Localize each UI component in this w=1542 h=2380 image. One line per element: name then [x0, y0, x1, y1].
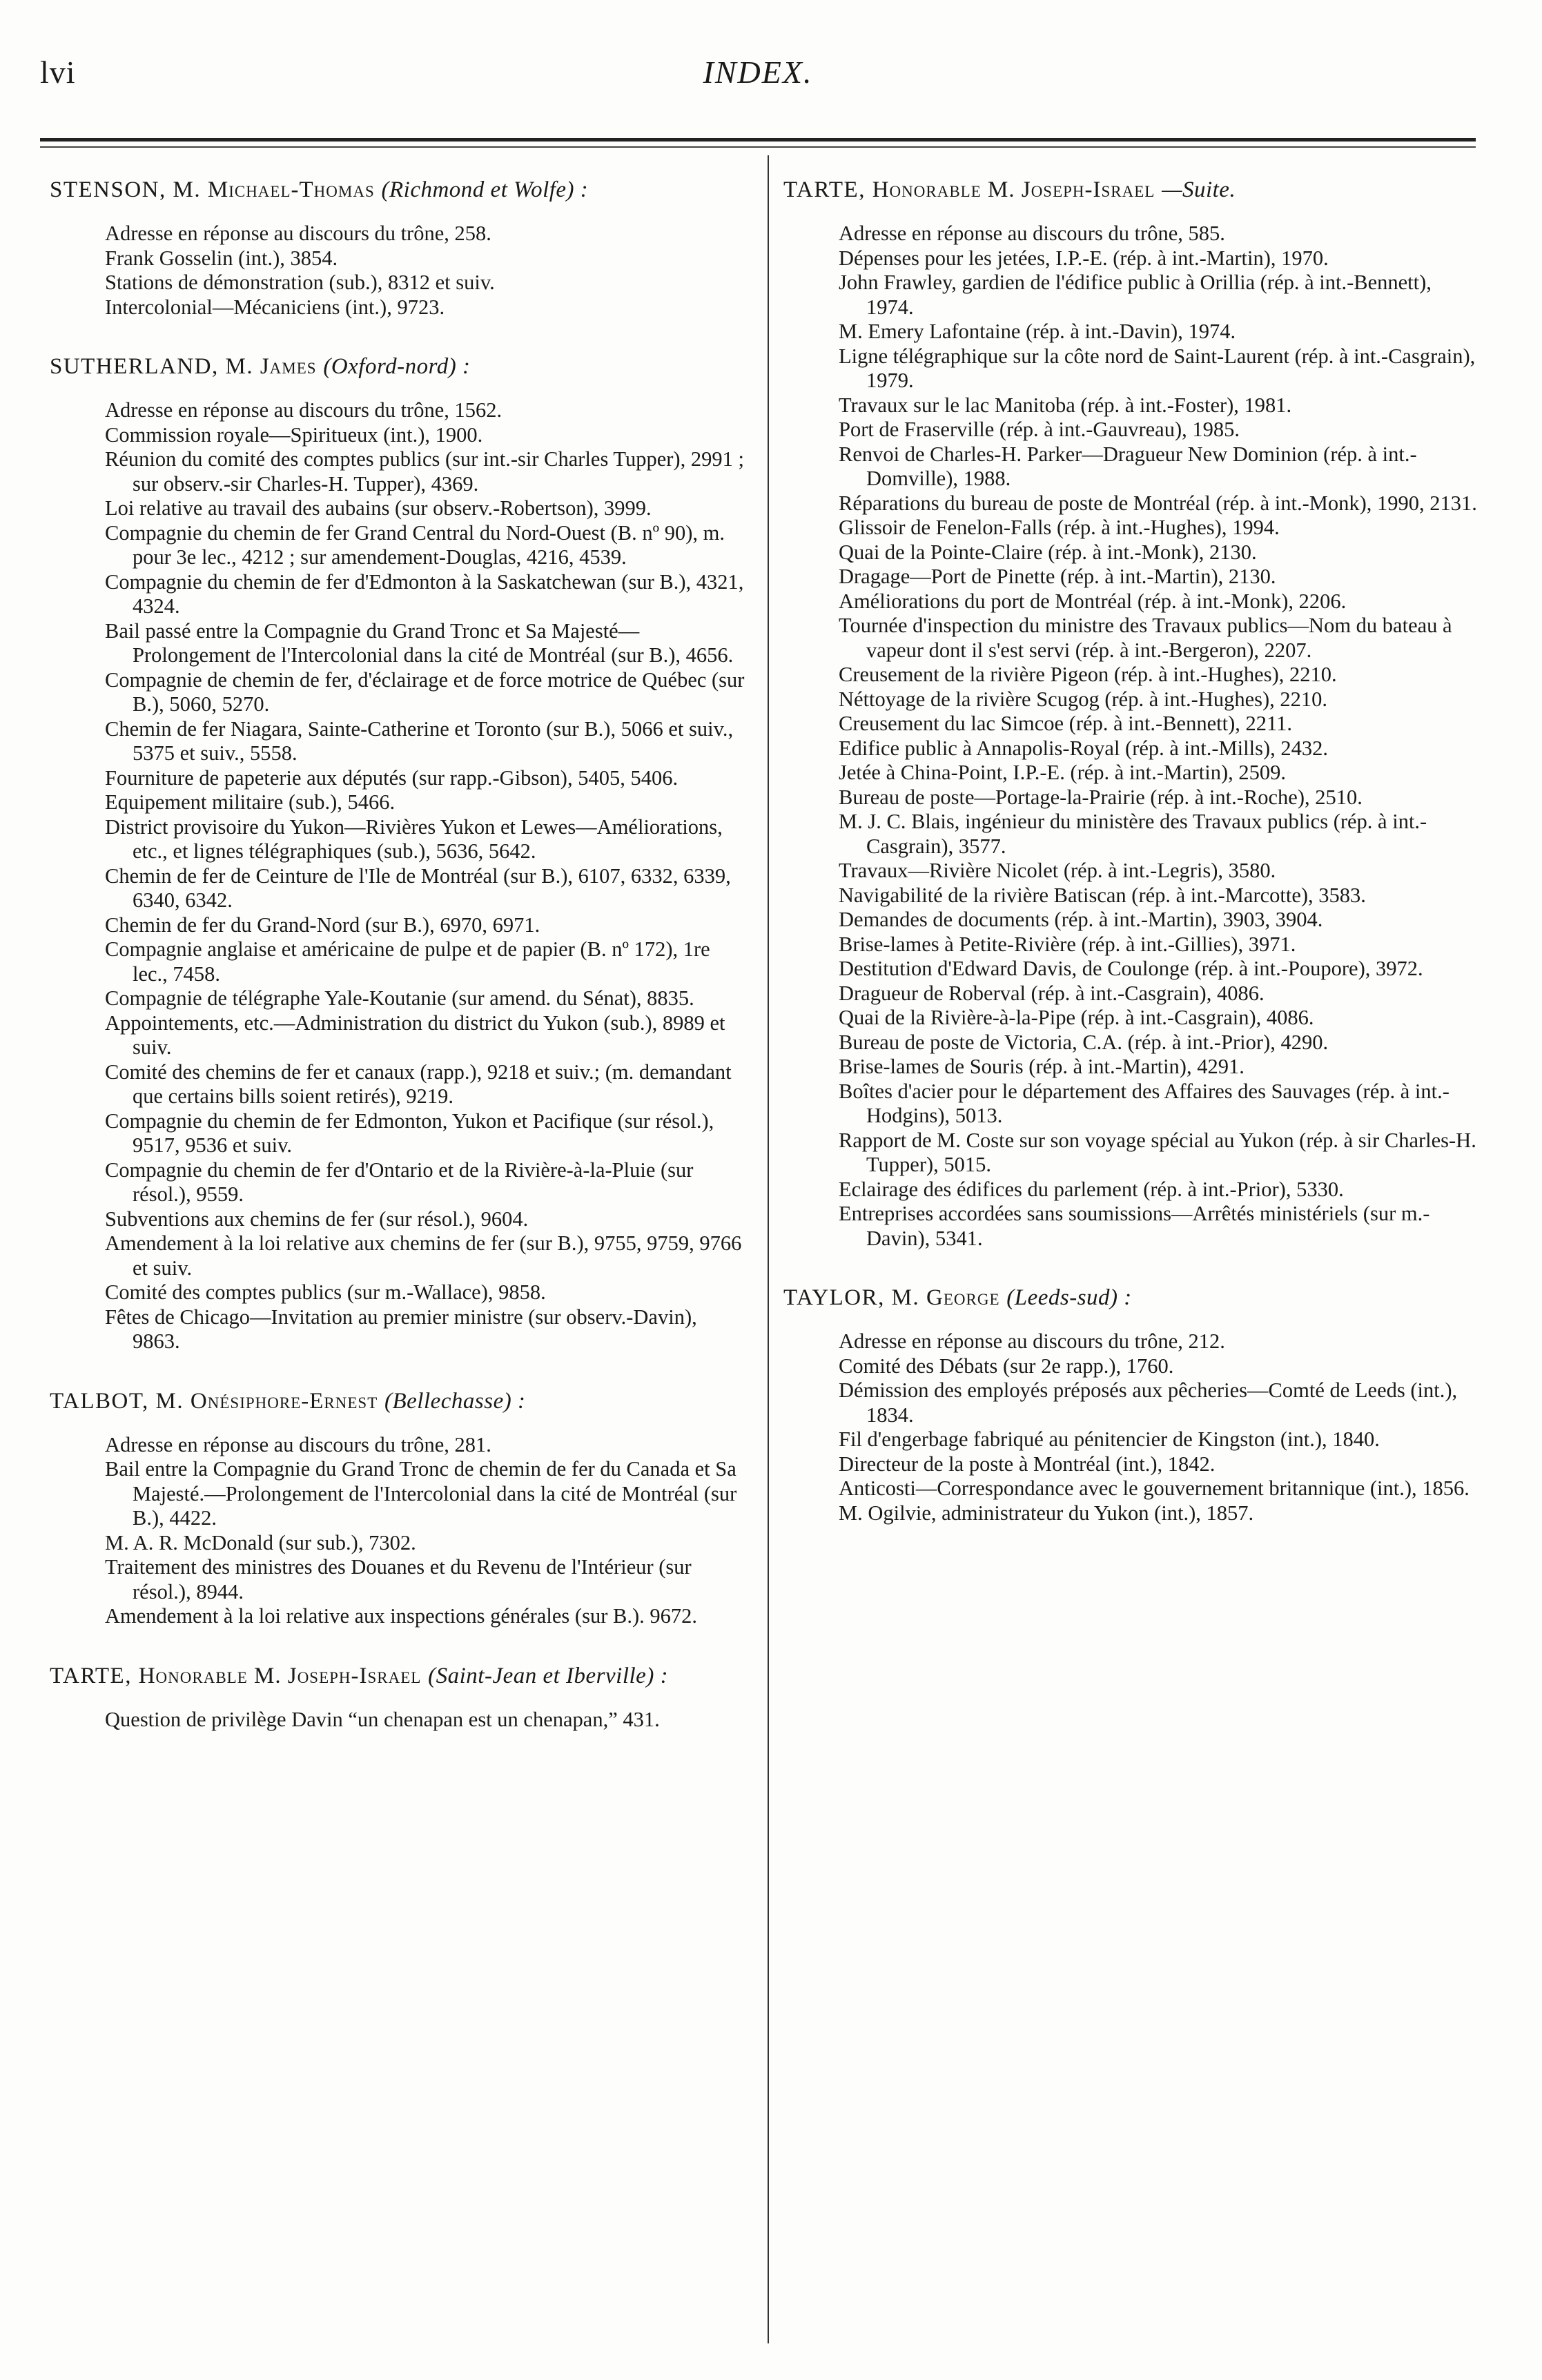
left-column — [50, 176, 747, 1765]
index-item: Compagnie du chemin de fer Edmonton, Yukon et Pacifique (sur résol.), 9517, 9536 et suiv. — [105, 1109, 714, 1157]
index-item: Compagnie du chemin de fer Grand Central du Nord-Ouest (B. nº 90), m. pour 3e lec., 4212 ; sur amendement-Douglas, 4216, 4539. — [105, 520, 725, 569]
index-item: Compagnie du chemin de fer d'Ontario et de la Rivière-à-la-Pluie (sur résol.), 9559. — [105, 1158, 694, 1206]
index-item: Commission royale—Spiritueux (int.), 1900. — [105, 422, 483, 447]
index-item: Chemin de fer Niagara, Sainte-Catherine et Toronto (sur B.), 5066 et suiv., 5375 et suiv., 5558. — [105, 716, 734, 765]
index-entry-block — [783, 176, 1481, 1251]
index-item: Amendement à la loi relative aux chemins de fer (sur B.), 9755, 9759, 9766 et suiv. — [105, 1231, 742, 1280]
index-item: Comité des Débats (sur 2e rapp.), 1760. — [839, 1354, 1174, 1378]
index-item: Destitution d'Edward Davis, de Coulonge (rép. à int.-Poupore), 3972. — [839, 957, 1423, 980]
index-item: Adresse en réponse au discours du trône, 258. — [105, 222, 491, 245]
index-item: Fourniture de papeterie aux députés (sur rapp.-Gibson), 5405, 5406. — [105, 765, 679, 790]
constituency: (Bellechasse) : — [384, 1388, 526, 1414]
index-item: Creusement de la rivière Pigeon (rép. à int.-Hughes), 2210. — [839, 663, 1337, 686]
index-item: Adresse en réponse au discours du trône, 281. — [105, 1432, 491, 1456]
member-given-name: Honorable M. Joseph-Israel — [872, 177, 1155, 202]
constituency: —Suite. — [1162, 177, 1236, 202]
index-item: Chemin de fer du Grand-Nord (sur B.), 6970, 6971. — [105, 913, 540, 937]
index-item: Démission des employés préposés aux pêcheries—Comté de Leeds (int.), 1834. — [839, 1378, 1458, 1427]
header-rule — [40, 138, 1476, 142]
index-item: Renvoi de Charles-H. Parker—Dragueur New Dominion (rép. à int.-Domville), 1988. — [839, 442, 1417, 490]
index-item: Bureau de poste de Victoria, C.A. (rép. à int.-Prior), 4290. — [839, 1030, 1329, 1054]
member-name: TARTE, — [50, 1663, 132, 1688]
index-item: Tournée d'inspection du ministre des Travaux publics—Nom du bateau à vapeur dont il s'est servi (rép. à int.-Bergeron), 2207. — [839, 614, 1452, 662]
index-item: Compagnie du chemin de fer d'Edmonton à la Saskatchewan (sur B.), 4321, 4324. — [105, 569, 744, 618]
index-item: Creusement du lac Simcoe (rép. à int.-Bennett), 2211. — [839, 712, 1292, 735]
index-item: Compagnie anglaise et américaine de pulpe et de papier (B. nº 172), 1re lec., 7458. — [105, 937, 710, 986]
index-item: Subventions aux chemins de fer (sur résol.), 9604. — [105, 1207, 529, 1231]
index-item: Réparations du bureau de poste de Montréal (rép. à int.-Monk), 1990, 2131. — [839, 491, 1477, 515]
index-item: Jetée à China-Point, I.P.-E. (rép. à int.-Martin), 2509. — [839, 761, 1286, 784]
index-item: John Frawley, gardien de l'édifice public à Orillia (rép. à int.-Bennett), 1974. — [839, 271, 1432, 319]
index-heading — [783, 1284, 1481, 1311]
index-item: Brise-lames à Petite-Rivière (rép. à int.-Gillies), 3971. — [839, 932, 1296, 956]
index-item: Stations de démonstration (sub.), 8312 et suiv. — [105, 271, 495, 294]
index-entry-block — [50, 176, 747, 320]
index-item: Boîtes d'acier pour le département des Affaires des Sauvages (rép. à int.-Hodgins), 5013. — [839, 1079, 1450, 1127]
member-name: STENSON, M. — [50, 177, 202, 202]
index-item: District provisoire du Yukon—Rivières Yukon et Lewes—Améliorations, etc., et lignes télégraphiques (sub.), 5636, 5642. — [105, 815, 723, 863]
index-item: Edifice public à Annapolis-Royal (rép. à int.-Mills), 2432. — [839, 736, 1328, 760]
index-item: Eclairage des édifices du parlement (rép. à int.-Prior), 5330. — [839, 1177, 1344, 1201]
index-item: Comité des chemins de fer et canaux (rapp.), 9218 et suiv.; (m. demandant que certains bills soient retirés), 9219. — [105, 1060, 732, 1108]
index-heading — [50, 176, 747, 204]
member-name: TALBOT, M. — [50, 1388, 184, 1414]
constituency: (Saint-Jean et Iberville) : — [428, 1663, 669, 1688]
constituency: (Richmond et Wolfe) : — [381, 177, 589, 202]
index-item: Equipement militaire (sub.), 5466. — [105, 790, 396, 814]
column-divider — [768, 155, 769, 2343]
index-item: Anticosti—Correspondance avec le gouvernement britannique (int.), 1856. — [839, 1476, 1470, 1500]
constituency: (Leeds-sud) : — [1006, 1285, 1132, 1310]
index-entry-block — [50, 1387, 747, 1629]
index-item: Port de Fraserville (rép. à int.-Gauvreau), 1985. — [839, 418, 1240, 441]
index-item: Amendement à la loi relative aux inspections générales (sur B.). 9672. — [105, 1604, 697, 1628]
member-name: TARTE, — [783, 177, 866, 202]
member-given-name: Michael-Thomas — [207, 177, 375, 202]
index-item: Question de privilège Davin “un chenapan est un chenapan,” 431. — [105, 1707, 660, 1731]
index-item: Rapport de M. Coste sur son voyage spécial au Yukon (rép. à sir Charles-H. Tupper), 5015. — [839, 1128, 1476, 1176]
index-item: Intercolonial—Mécaniciens (int.), 9723. — [105, 295, 445, 319]
index-item: Loi relative au travail des aubains (sur observ.-Robertson), 3999. — [105, 496, 652, 520]
index-entry-block — [50, 353, 747, 1354]
page-header — [40, 54, 1476, 109]
index-item: Dragueur de Roberval (rép. à int.-Casgrain), 4086. — [839, 981, 1265, 1005]
index-item: Entreprises accordées sans soumissions—Arrêtés ministériels (sur m.-Davin), 5341. — [839, 1202, 1430, 1250]
constituency: (Oxford-nord) : — [323, 354, 471, 379]
index-heading — [50, 353, 747, 380]
index-item: Réunion du comité des comptes publics (sur int.-sir Charles Tupper), 2991 ; sur observ.-sir Charles-H. Tupper), 4369. — [105, 447, 744, 496]
index-item: Néttoyage de la rivière Scugog (rép. à int.-Hughes), 2210. — [839, 687, 1328, 711]
index-item: Comité des comptes publics (sur m.-Wallace), 9858. — [105, 1280, 546, 1304]
index-item: Adresse en réponse au discours du trône, 1562. — [105, 398, 502, 422]
right-column — [783, 176, 1481, 1559]
index-item: Demandes de documents (rép. à int.-Martin), 3903, 3904. — [839, 908, 1323, 931]
index-item: Ligne télégraphique sur la côte nord de Saint-Laurent (rép. à int.-Casgrain), 1979. — [839, 344, 1476, 392]
index-item: Compagnie de chemin de fer, d'éclairage et de force motrice de Québec (sur B.), 5060, 5270. — [105, 667, 745, 716]
index-item: Traitement des ministres des Douanes et du Revenu de l'Intérieur (sur résol.), 8944. — [105, 1555, 692, 1603]
index-item: Glissoir de Fenelon-Falls (rép. à int.-Hughes), 1994. — [839, 516, 1280, 539]
index-item: Frank Gosselin (int.), 3854. — [105, 246, 338, 270]
index-item: Améliorations du port de Montréal (rép. à int.-Monk), 2206. — [839, 589, 1347, 613]
index-item: Fil d'engerbage fabriqué au pénitencier de Kingston (int.), 1840. — [839, 1427, 1380, 1451]
index-item: M. A. R. McDonald (sur sub.), 7302. — [105, 1530, 416, 1554]
index-heading — [50, 1662, 747, 1690]
index-entry-block — [783, 1284, 1481, 1525]
index-item: Brise-lames de Souris (rép. à int.-Martin), 4291. — [839, 1055, 1245, 1078]
index-item: Navigabilité de la rivière Batiscan (rép. à int.-Marcotte), 3583. — [839, 883, 1366, 907]
member-given-name: James — [260, 354, 317, 379]
page-number: lvi — [40, 55, 76, 90]
index-entry-block — [50, 1662, 747, 1733]
header-rule-thin — [40, 146, 1476, 148]
index-heading — [50, 1387, 747, 1415]
index-item: Adresse en réponse au discours du trône, 585. — [839, 222, 1225, 245]
member-given-name: Onésiphore-Ernest — [190, 1388, 378, 1414]
index-item: Fêtes de Chicago—Invitation au premier ministre (sur observ.-Davin), 9863. — [105, 1305, 697, 1353]
index-item: Travaux—Rivière Nicolet (rép. à int.-Legris), 3580. — [839, 859, 1276, 882]
index-item: Chemin de fer de Ceinture de l'Ile de Montréal (sur B.), 6107, 6332, 6339, 6340, 6342. — [105, 864, 731, 912]
page-title: INDEX. — [703, 55, 813, 90]
index-item: Bureau de poste—Portage-la-Prairie (rép. à int.-Roche), 2510. — [839, 785, 1363, 809]
index-item: Appointements, etc.—Administration du district du Yukon (sub.), 8989 et suiv. — [105, 1011, 725, 1059]
index-item: Dragage—Port de Pinette (rép. à int.-Martin), 2130. — [839, 565, 1276, 588]
index-heading — [783, 176, 1481, 204]
index-item: Directeur de la poste à Montréal (int.), 1842. — [839, 1452, 1216, 1476]
index-item: Adresse en réponse au discours du trône, 212. — [839, 1329, 1225, 1353]
index-item: Bail passé entre la Compagnie du Grand Tronc et Sa Majesté—Prolongement de l'Intercolonial dans la cité de Montréal (sur B.), 4656. — [105, 618, 734, 667]
index-item: Travaux sur le lac Manitoba (rép. à int.-Foster), 1981. — [839, 393, 1292, 417]
member-name: SUTHERLAND, M. — [50, 354, 254, 379]
member-given-name: Honorable M. Joseph-Israel — [138, 1663, 422, 1688]
index-item: Dépenses pour les jetées, I.P.-E. (rép. à int.-Martin), 1970. — [839, 246, 1329, 270]
member-given-name: George — [926, 1285, 1000, 1310]
index-item: Quai de la Pointe-Claire (rép. à int.-Monk), 2130. — [839, 540, 1257, 564]
index-item: Bail entre la Compagnie du Grand Tronc de chemin de fer du Canada et Sa Majesté.—Prolongement de l'Intercolonial dans la cité de Montréal (sur B.), 4422. — [105, 1457, 737, 1530]
member-name: TAYLOR, M. — [783, 1285, 920, 1310]
index-item: M. J. C. Blais, ingénieur du ministère des Travaux publics (rép. à int.-Casgrain), 3577. — [839, 810, 1427, 858]
index-item: M. Emery Lafontaine (rép. à int.-Davin), 1974. — [839, 320, 1236, 343]
index-item: Compagnie de télégraphe Yale-Koutanie (sur amend. du Sénat), 8835. — [105, 986, 694, 1010]
index-item: M. Ogilvie, administrateur du Yukon (int.), 1857. — [839, 1501, 1254, 1525]
index-item: Quai de la Rivière-à-la-Pipe (rép. à int.-Casgrain), 4086. — [839, 1006, 1314, 1029]
